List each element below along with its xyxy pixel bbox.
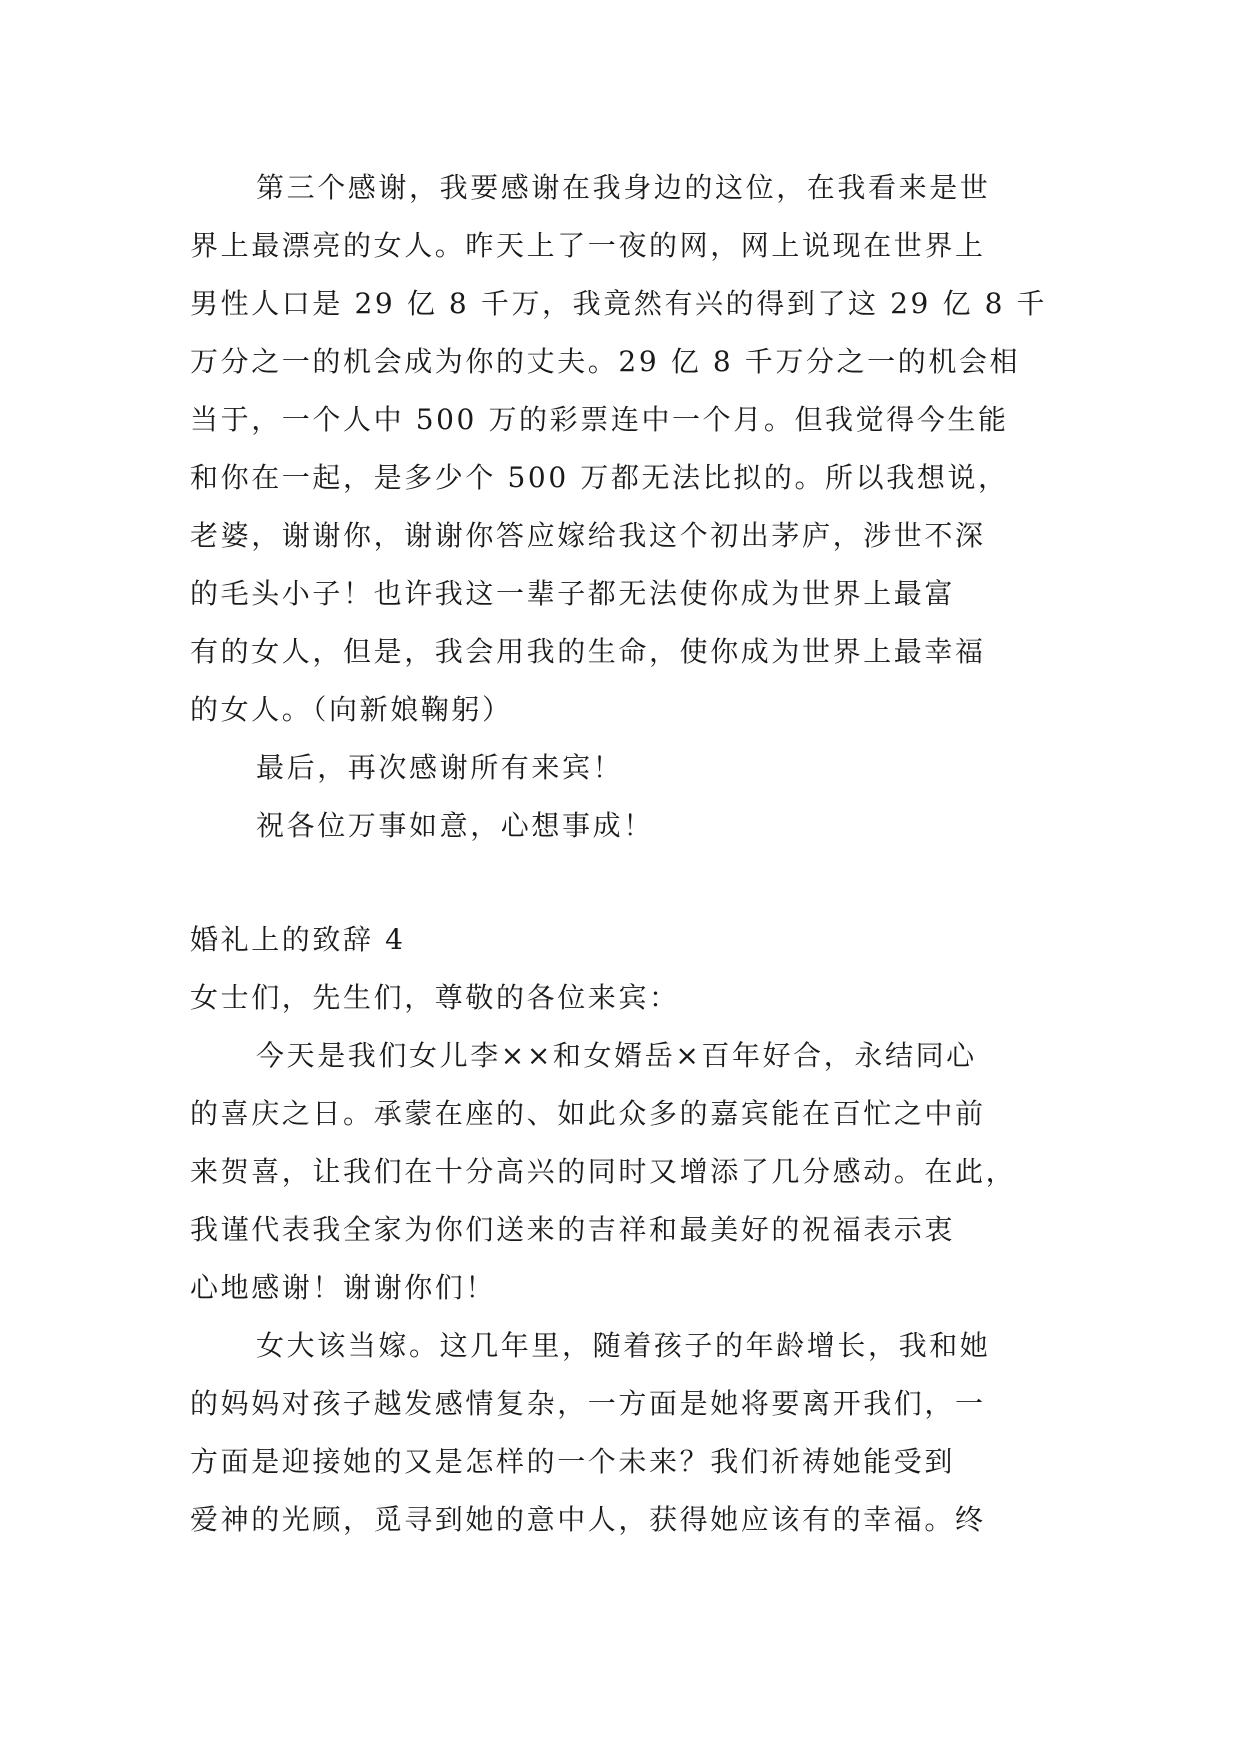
paragraph-line: 心地感谢！谢谢你们！ (190, 1271, 497, 1304)
paragraph-line: 老婆，谢谢你，谢谢你答应嫁给我这个初出茅庐，涉世不深 (190, 519, 986, 552)
paragraph-line: 的女人。（向新娘鞠躬） (190, 693, 513, 726)
section-heading: 婚礼上的致辞 4 (190, 923, 406, 956)
paragraph-line: 今天是我们女儿李××和女婿岳×百年好合，永结同心 (256, 1039, 977, 1072)
paragraph-line: 当于，一个人中 500 万的彩票连中一个月。但我觉得今生能 (190, 403, 1009, 436)
paragraph-line: 祝各位万事如意，心想事成！ (256, 809, 654, 842)
paragraph-line: 最后，再次感谢所有来宾！ (256, 751, 624, 784)
paragraph-line: 我谨代表我全家为你们送来的吉祥和最美好的祝福表示衷 (190, 1213, 956, 1246)
paragraph-line: 万分之一的机会成为你的丈夫。29 亿 8 千万分之一的机会相 (190, 345, 1021, 378)
paragraph-line: 的妈妈对孩子越发感情复杂，一方面是她将要离开我们，一 (190, 1387, 986, 1420)
paragraph-line: 男性人口是 29 亿 8 千万，我竟然有兴的得到了这 29 亿 8 千 (190, 287, 1048, 320)
paragraph-line: 界上最漂亮的女人。昨天上了一夜的网，网上说现在世界上 (190, 229, 986, 262)
paragraph-line: 爱神的光顾，觅寻到她的意中人，获得她应该有的幸福。终 (190, 1503, 986, 1536)
paragraph-line: 女大该当嫁。这几年里，随着孩子的年龄增长，我和她 (256, 1329, 991, 1362)
paragraph-line: 的喜庆之日。承蒙在座的、如此众多的嘉宾能在百忙之中前 (190, 1097, 986, 1130)
paragraph-line: 方面是迎接她的又是怎样的一个未来？我们祈祷她能受到 (190, 1445, 956, 1478)
salutation-line: 女士们，先生们，尊敬的各位来宾： (190, 981, 680, 1014)
paragraph-line: 的毛头小子！也许我这一辈子都无法使你成为世界上最富 (190, 577, 956, 610)
paragraph-line: 第三个感谢，我要感谢在我身边的这位，在我看来是世 (256, 171, 991, 204)
paragraph-line: 来贺喜，让我们在十分高兴的同时又增添了几分感动。在此， (190, 1155, 1017, 1188)
paragraph-line: 和你在一起，是多少个 500 万都无法比拟的。所以我想说， (190, 461, 1009, 494)
paragraph-line: 有的女人，但是，我会用我的生命，使你成为世界上最幸福 (190, 635, 986, 668)
